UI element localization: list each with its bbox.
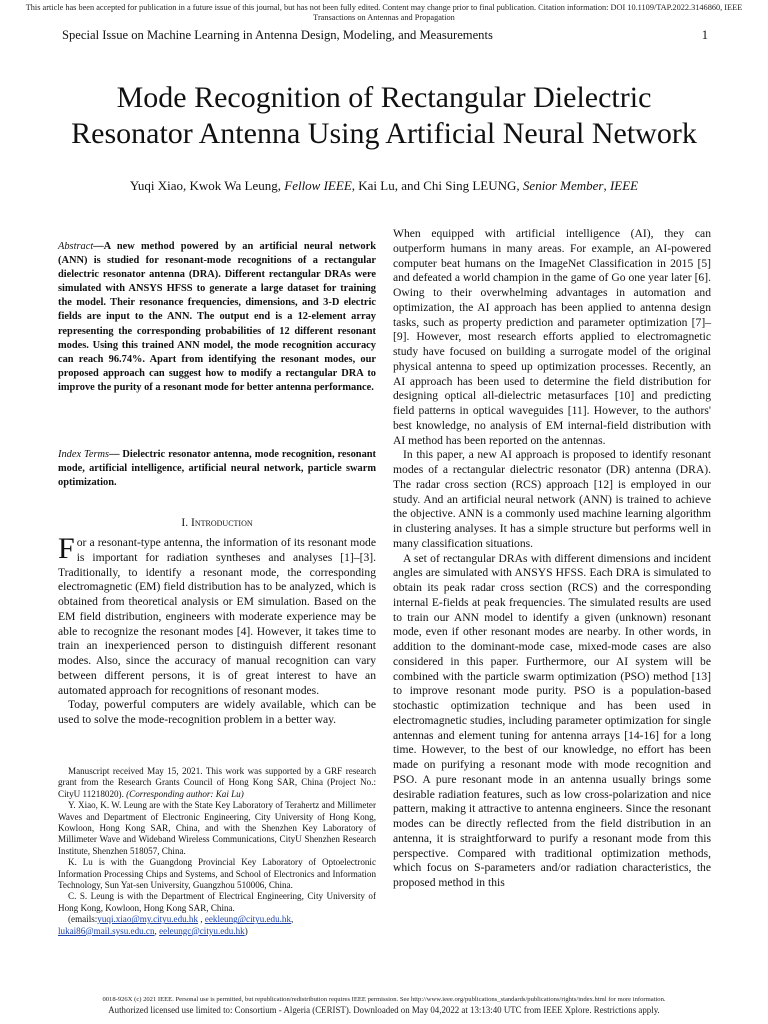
section-heading-introduction: I. Introduction	[181, 516, 253, 529]
footnote-manuscript	[58, 766, 376, 800]
email-sep-2: ,	[291, 914, 294, 925]
running-head	[62, 28, 708, 42]
email-sep-3: ,	[154, 925, 160, 936]
title-line-1: Mode Recognition of Rectangular Dielectric	[116, 81, 652, 114]
email-link-4[interactable]: eeleungc@cityu.edu.hk	[159, 925, 245, 936]
right-paragraph-1: When equipped with artificial intelligence (AI), they can outperform humans in many areas. For example, an AI-powered computer beat humans on the ImageNet Classification in 2015 [5] and defeated a world champion in the game of Go one year later [6]. Owing to their overwhelming advantages in automation and optimization, the AI approach has been applied to antenna design tasks, such as property prediction and parameter optimization [7]–[9]. However, most research efforts applied to electromagnetic study have focused on building a surrogate model of the original physical antenna to speed up optimization processes. Recently, an AI approach has been used to determine the field distribution for designing optical all-dielectric metasurfaces [10] and predicting field patterns in optical waveguides [11]. However, to the authors' best knowledge, no analysis of EM internal-field distribution with AI method has been reported on the antennas.	[393, 227, 711, 447]
index-terms-body: — Dielectric resonator antenna, mode recognition, resonant mode, artificial intelligence, artificial neural network, particle swarm optimization.	[58, 449, 376, 489]
author-sep: ,	[603, 178, 610, 193]
paper-title	[40, 80, 728, 152]
email-link-2[interactable]: eekleung@cityu.edu.hk	[204, 914, 292, 925]
right-paragraph-3: A set of rectangular DRAs with different dimensions and incident angles are simulated with ANSYS HFSS. Each DRA is simulated to obtain its peak radar cross section (RCS) and the corresponding internal E-fields at peak frequencies. The simulated results are used to train our ANN model to identify a given (unknown) resonant mode, even if other resonant modes are nearby. In other words, in addition to the dominant-mode case, mixed-mode cases are also considered in this paper. Furthermore, our AI system will be combined with the particle swarm optimization (PSO) method [13] to improve resonant mode purity. PSO is a population-based stochastic optimization technique and has been used in electromagnetic studies, including parameter optimization for single antennas and element tuning for antenna arrays [14-16] for a long time. However, to the best of our knowledge, no effort has been made on purifying a resonant mode with mode recognition and PSO. A pure resonant mode in an antenna usually brings some desirable radiation features, such as low cross-polarization and nice pattern, making it attractive to antenna engineers. Since the resonant modes can be directly reflected from the field distribution in an antenna, it is straightforward to purify a resonant mode from this perspective. Compared with traditional optimization methods, which focus on S-parameters and/or radiation characteristics, the proposed method in this	[393, 551, 711, 889]
introduction-text	[58, 532, 376, 728]
right-paragraph-2: In this paper, a new AI approach is proposed to identify resonant modes of a rectangular dielectric resonator (DR) antenna (DRA). The radar cross section (RCS) approach [12] is employed in our study. And an artificial neural network (ANN) is trained to achieve the objective. ANN is a commonly used machine learning algorithm in clustering analyses. It has a simple structure but performs well in many classification situations.	[393, 448, 711, 550]
email-sep-1: ,	[198, 914, 205, 925]
author-title-3: IEEE	[609, 178, 639, 193]
abstract-lead: Abstract	[58, 241, 94, 252]
footnote-affiliation-1: Y. Xiao, K. W. Leung are with the State Key Laboratory of Terahertz and Millimeter Waves and Department of Electronic Engineering, City University of Hong Kong, Kowloon, Hong Kong SAR, China, and with the Shenzhen Key Laboratory of Millimeter Wave and Wideband Wireless Communications, CityU Shenzhen Research Institute, Shenzhen 518057, China.	[58, 800, 376, 856]
author-title-2: Senior Member	[522, 178, 604, 193]
emails-suffix: )	[244, 925, 248, 936]
author-list	[40, 178, 728, 194]
abstract	[58, 240, 376, 395]
notice-line-1: This article has been accepted for publication in a future issue of this journal, but has not been fully edited. Content may change prior to final publication. Citation information: DOI 10.1109/TAP.2022.3146860, IEEE	[25, 3, 743, 12]
index-terms-lead: Index Terms	[58, 449, 110, 460]
email-link-1[interactable]: yuqi.xiao@my.cityu.edu.hk	[97, 914, 199, 925]
copyright-notice: 0018-926X (c) 2021 IEEE. Personal use is permitted, but republication/redistribution requires IEEE permission. See http://www.ieee.org/publications_standards/publications/rights/index.html for more information.	[102, 996, 666, 1003]
abstract-body: —A new method powered by an artificial neural network (ANN) is studied for resonant-mode recognitions of a rectangular dielectric resonator antenna (DRA). Different rectangular DRAs were simulated with ANSYS HFSS to generate a large dataset for training the model. Their resonance frequencies, dimensions, and 3-D electric fields are input to the ANN. The output end is a 12-element array representing the corresponding probabilities of 12 different resonant modes. Using this trained ANN model, the mode recognition accuracy can reach 96.74%. Apart from identifying the resonant modes, our proposed approach can suggest how to modify a rectangular DRA to improve the purity of a resonant mode for better antenna performance.	[58, 241, 376, 393]
author-title-1: Fellow IEEE	[284, 178, 352, 193]
footnote-emails	[58, 914, 376, 937]
first-page-footnote	[58, 766, 376, 937]
footnote-manuscript-text: Manuscript received May 15, 2021. This work was supported by a GRF research grant from the Research Grants Council of Hong Kong SAR, China (Project No.: CityU 11218020).	[58, 766, 376, 799]
journal-name: Special Issue on Machine Learning in Antenna Design, Modeling, and Measurements	[62, 28, 493, 42]
emails-prefix: (emails:	[68, 914, 98, 925]
right-column-text	[393, 227, 711, 891]
notice-line-2: Transactions on Antennas and Propagation	[313, 13, 455, 22]
authorized-use-notice: Authorized licensed use limited to: Consortium - Algeria (CERIST). Downloaded on May 04,2022 at 13:13:40 UTC from IEEE Xplore. Restrictions apply.	[108, 1005, 660, 1015]
intro-paragraph-1	[58, 532, 376, 698]
index-terms	[58, 448, 376, 490]
email-link-3[interactable]: lukai86@mail.sysu.edu.cn	[58, 925, 155, 936]
title-line-2: Resonator Antenna Using Artificial Neural Network	[71, 117, 697, 150]
intro-paragraph-1-text: or a resonant-type antenna, the information of its resonant mode is important for radiation syntheses and analyses [1]–[3]. Traditionally, to identify a resonant mode, the corresponding electromagnetic (EM) field distribution has to be analyzed, which is obtained from theoretical analysis or EM simulation. Based on the EM field distribution, engineers with moderate experience may be able to recognize the resonant modes [4]. However, it takes time to train an inexperienced person to distinguish different resonant modes. Also, since the accuracy of manual recognition can vary between different persons, it is of great interest to have an automated approach for recognitions of resonant modes.	[58, 536, 376, 697]
footnote-affiliation-3: C. S. Leung is with the Department of Electrical Engineering, City University of Hong Kong, Kowloon, Hong Kong SAR, China.	[58, 891, 376, 913]
author-group-2: , Kai Lu, and Chi Sing LEUNG,	[351, 178, 523, 193]
footnote-affiliation-2: K. Lu is with the Guangdong Provincial Key Laboratory of Optoelectronic Information Processing Chips and Systems, and School of Electronics and Information Technology, Sun Yat-sen University, Guangzhou 510006, China.	[58, 857, 376, 891]
page-number: 1	[701, 28, 708, 42]
intro-paragraph-2: Today, powerful computers are widely available, which can be used to solve the mode-recognition problem in a better way.	[58, 698, 376, 726]
drop-cap: F	[58, 532, 75, 565]
author-group-1: Yuqi Xiao, Kwok Wa Leung,	[129, 178, 285, 193]
corresponding-author: (Corresponding author: Kai Lu)	[126, 788, 244, 799]
publication-notice	[20, 3, 748, 23]
